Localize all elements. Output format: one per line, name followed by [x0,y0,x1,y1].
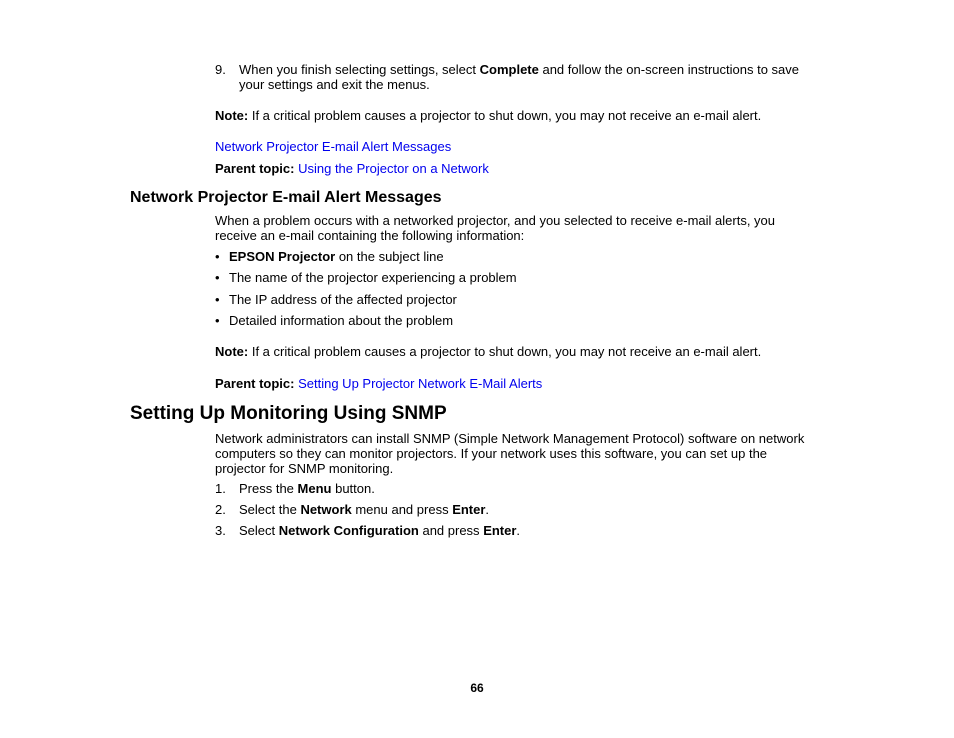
bold-term: Network [300,502,352,517]
step-text: When you finish selecting settings, select Complete and follow the on-screen instructions to save [239,62,799,77]
bullet: • [215,313,220,328]
section-intro: When a problem occurs with a networked projector, and you selected to receive e-mail alerts, you receive an e-mail containing the following information: [215,213,775,243]
parent-topic-link[interactable]: Setting Up Projector Network E-Mail Alerts [298,376,543,391]
bold-term: Network Configuration [278,523,419,538]
parent-topic-label: Parent topic: [215,161,295,176]
section-heading: Setting Up Monitoring Using SNMP [130,403,447,424]
bullet: • [215,292,220,307]
bullet: • [215,249,220,264]
note: Note: If a critical problem causes a projector to shut down, you may not receive an e-mail alert. [215,108,762,123]
section-intro: Network administrators can install SNMP (Simple Network Management Protocol) software on network computers so they can monitor projectors. If your network uses this software, you can set up the projector for SNMP monitoring. [215,431,805,476]
step-text: Select the Network menu and press Enter. [239,502,490,517]
step-number: 3. [215,523,226,538]
parent-topic-link[interactable]: Using the Projector on a Network [298,161,489,176]
note: Note: If a critical problem causes a projector to shut down, you may not receive an e-mail alert. [215,344,762,359]
bold-term: Menu [297,481,332,496]
parent-topic [215,376,542,391]
parent-topic-label: Parent topic: [215,376,295,391]
note-label: Note: [215,344,249,359]
bold-term: EPSON Projector [229,249,336,264]
note-label: Note: [215,108,249,123]
link-network-projector-email-alert-messages[interactable]: Network Projector E-mail Alert Messages [215,139,452,154]
step-text: Select Network Configuration and press Enter. [239,523,521,538]
page-number: 66 [470,681,484,695]
step-number: 2. [215,502,226,517]
bullet: • [215,270,220,285]
bold-term: Enter [452,502,486,517]
bold-term: Complete [479,62,539,77]
step-number: 9. [215,62,226,77]
step-text: Press the Menu button. [239,481,375,496]
bold-term: Enter [483,523,517,538]
step-text-line2: your settings and exit the menus. [239,77,430,92]
parent-topic [215,161,489,176]
section-heading: Network Projector E-mail Alert Messages [130,189,442,206]
step-number: 1. [215,481,226,496]
